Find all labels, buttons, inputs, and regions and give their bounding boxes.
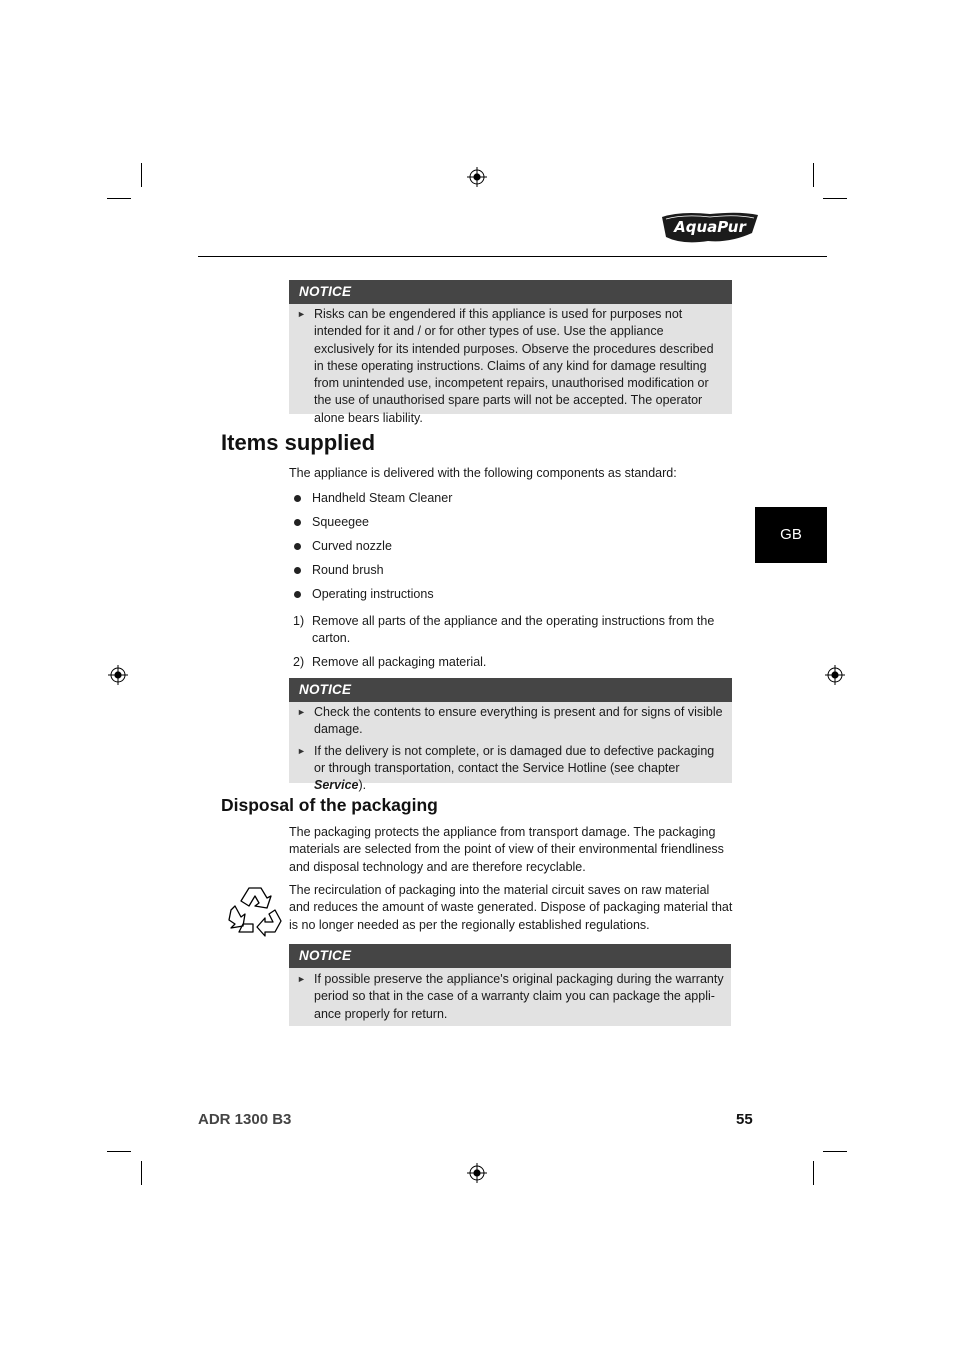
- bullet-dot-icon: [294, 591, 301, 598]
- notice-text: Check the contents to ensure everything is present and for signs of visible damage.: [314, 705, 723, 737]
- arrow-right-icon: ►: [297, 745, 306, 756]
- crop-mark: [107, 1151, 131, 1152]
- language-tab: GB: [755, 507, 827, 563]
- aquapur-logo: [660, 209, 760, 249]
- list-item: [293, 562, 452, 586]
- list-item: [293, 538, 452, 562]
- crop-mark: [141, 1161, 142, 1185]
- notice-box-packaging: [289, 944, 731, 1026]
- arrow-right-icon: ►: [297, 309, 306, 319]
- service-chapter-ref: Service: [314, 778, 359, 793]
- header-rule: [198, 256, 827, 257]
- components-list: [293, 490, 452, 610]
- notice-text: If possible preserve the appliance's original packaging during the warranty period so that in the case of a warranty claim you can package the appli-ance properly for return.: [314, 972, 724, 1021]
- crop-mark: [823, 198, 847, 199]
- items-intro: The appliance is delivered with the following components as standard:: [289, 466, 677, 480]
- disposal-paragraph-1: The packaging protects the appliance from transport damage. The packaging materials are selected from the point of view of their environmental friendliness and disposal technology and are therefore recyclable.: [289, 825, 724, 874]
- registration-mark-icon: [108, 665, 128, 685]
- crop-mark: [107, 198, 131, 199]
- notice-item: [289, 306, 732, 427]
- notice-box-liability: [289, 280, 732, 425]
- notice-text: Risks can be engendered if this appliance is used for purposes not intended for it and / or for other types of use. Use the appliance exclusively for its intended purposes. Observe the procedures described in these operating instructions. Claims of any kind for damage resulting from unintended use, incompetent repairs, unauthorised modification or the use of unauthorised spare parts will not be accepted. The operator alone bears liability.: [314, 307, 714, 425]
- crop-mark: [813, 1161, 814, 1185]
- notice-item: [289, 704, 732, 739]
- notice-box-contents: [289, 678, 732, 793]
- notice-heading: NOTICE: [289, 280, 732, 304]
- bullet-dot-icon: [294, 519, 301, 526]
- list-item: [293, 514, 452, 538]
- step-number: 2): [293, 655, 305, 669]
- notice-item: [289, 971, 731, 1023]
- component-label: Operating instructions: [312, 587, 434, 601]
- bullet-dot-icon: [294, 495, 301, 502]
- component-label: Squeegee: [312, 515, 370, 529]
- recycle-icon: [225, 884, 285, 940]
- component-label: Round brush: [312, 563, 384, 577]
- notice-text: [314, 744, 714, 793]
- list-item: [293, 586, 452, 610]
- registration-mark-icon: [825, 665, 845, 685]
- section-title-items-supplied: Items supplied: [221, 430, 376, 455]
- notice-text-part: If the delivery is not complete, or is damaged due to defective packaging or through transportation, contact the Service Hotline (see chapter: [314, 743, 715, 775]
- step-text: Remove all parts of the appliance and the operating instructions from the carton.: [312, 614, 715, 646]
- crop-mark: [813, 163, 814, 187]
- component-label: Handheld Steam Cleaner: [312, 491, 453, 505]
- step-text: Remove all packaging material.: [312, 655, 487, 669]
- bullet-dot-icon: [294, 567, 301, 574]
- crop-mark: [141, 163, 142, 187]
- disposal-paragraph-2: The recirculation of packaging into the material circuit saves on raw material and reduces the amount of waste generated. Dispose of packaging material that is no longer needed as per the regionally established regulations.: [289, 883, 733, 932]
- registration-mark-icon: [467, 167, 487, 187]
- registration-mark-icon: [467, 1163, 487, 1183]
- bullet-dot-icon: [294, 543, 301, 550]
- logo-text: AquaPur: [674, 218, 746, 236]
- section-title-disposal: Disposal of the packaging: [221, 795, 438, 815]
- crop-mark: [823, 1151, 847, 1152]
- arrow-right-icon: ►: [297, 974, 306, 984]
- notice-heading: NOTICE: [289, 678, 732, 702]
- footer-model-number: ADR 1300 B3: [198, 1111, 292, 1128]
- arrow-right-icon: ►: [297, 707, 306, 717]
- component-label: Curved nozzle: [312, 539, 392, 553]
- list-item: [293, 490, 452, 514]
- notice-text-part: ).: [358, 778, 367, 793]
- notice-item: [289, 743, 732, 795]
- page-number: 55: [736, 1111, 753, 1128]
- notice-heading: NOTICE: [289, 944, 731, 968]
- step-number: 1): [293, 614, 305, 628]
